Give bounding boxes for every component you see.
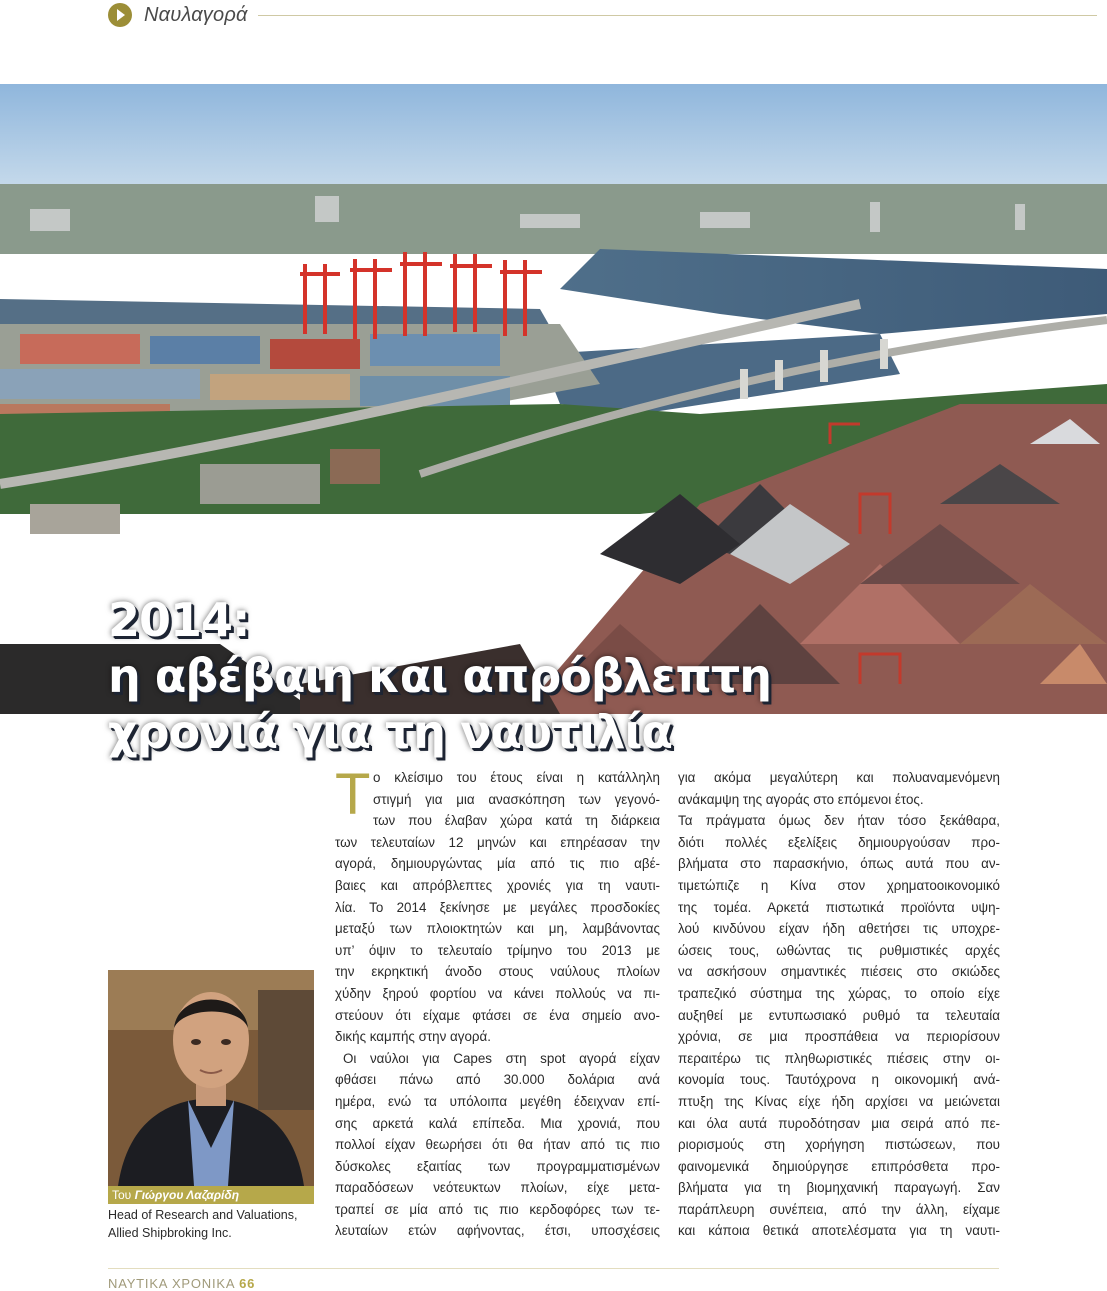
text-line: στεύουν ότι είχαμε φτάσει σε ένα σημείο ανο-	[335, 1007, 660, 1023]
page-footer	[108, 1276, 255, 1291]
text-line: ανάκαμψη της αγοράς στο επόμενοι έτος.	[678, 791, 924, 807]
text-line: περαιτέρω τις πληθωριστικές πιέσεις στην οι-	[678, 1050, 1000, 1066]
text-line: λευταίων ετών αφήνοντας, έτσι, υποσχέσεις	[335, 1223, 660, 1239]
author-role-line-1: Head of Research and Valuations,	[108, 1208, 298, 1222]
text-line: παραδόσεων νεότευκτων πλοίων, είχε μετα-	[335, 1180, 660, 1196]
article-column-1	[335, 762, 660, 1242]
text-line: κονομία τους. Ταυτόχρονα η οικονομική ανά-	[678, 1072, 1000, 1088]
headline-line-3: χρονιά για τη ναυτιλία	[108, 705, 672, 759]
text-line: ριορισμούς στη χορήγηση πιστώσεων, που	[678, 1137, 1000, 1153]
text-line: λού κινδύνου είχαν ήδη αθετήσει τις υποχρε-	[678, 921, 1000, 937]
text-line: υπ’ όψιν το τελευταίο τρίμηνο του 2013 με	[335, 942, 660, 958]
text-line: βλήματα στο παρασκήνιο, όπως αυτά που αν-	[678, 856, 1000, 872]
text-line: ημέρα, ενώ τα υπόλοιπα μεγέθη έδειχναν επί-	[335, 1093, 660, 1109]
byline-prefix: Του	[112, 1188, 132, 1202]
text-line: βλήματα για τη βιομηχανική παραγωγή. Σαν	[678, 1180, 1000, 1196]
text-line: δύσκολες εξαιτίας των προγραμματισμένων	[335, 1158, 660, 1174]
text-line: της τομέα. Αρκετά πιστωτικά προϊόντα υψη-	[678, 899, 1000, 915]
text-line: αγορά, δημιουργώντας μία από τις πιο αβέ-	[335, 856, 660, 872]
text-line: σης αρκετά καλά επίπεδα. Μια χρονιά, που	[335, 1115, 660, 1131]
text-line: και όλα αυτά πυροδότησαν μια σειρά από πε-	[678, 1115, 1000, 1131]
text-line: παράπλευρη συνέπεια, από την άλλη, είχαμε	[678, 1201, 1000, 1217]
text-line: φθάσει πάνω από 30.000 δολάρια ανά	[335, 1072, 660, 1088]
text-line: τιμετώπιζε η Κίνα στον χρηματοοικονομικό	[678, 877, 1000, 893]
text-line: των που έλαβαν χώρα κατά τη διάρκεια	[373, 813, 660, 829]
page-number: 66	[239, 1276, 256, 1291]
author-name: Γιώργου Λαζαρίδη	[134, 1188, 240, 1202]
text-line: πολλοί είχαν θεωρήσει ότι θα ήταν από τις πιο	[335, 1137, 660, 1153]
section-title: Ναυλαγορά	[144, 4, 248, 26]
text-line: να ασκήσουν σημαντικές πιέσεις στο σκιώδες	[678, 964, 1000, 980]
text-line: χύδην ξηρού φορτίου να κάνει πολλούς να πι-	[335, 985, 660, 1001]
text-line: βαιες και απρόβλεπτες χρονιές για τη ναυτι-	[335, 877, 660, 893]
text-line: Οι ναύλοι για Capes στη spot αγορά είχαν	[343, 1050, 660, 1066]
text-line: για ακόμα μεγαλύτερη και πολυαναμενόμενη	[678, 770, 1000, 785]
text-line: Τα πράγματα όμως δεν ήταν τόσο ξεκάθαρα,	[678, 813, 1000, 829]
section-arrow-icon	[108, 3, 132, 27]
drop-cap: Τ	[335, 762, 371, 827]
author-photo	[108, 970, 314, 1186]
author-role	[108, 1206, 318, 1242]
footer-rule	[108, 1268, 999, 1269]
header-rule	[258, 15, 1097, 16]
headline-line-1: 2014:	[108, 593, 250, 647]
text-line: τραπεί σε μία από τις πιο κερδοφόρες των τε-	[335, 1201, 660, 1217]
text-line: πτυξη της Κίνας είχε ήδη αρχίσει να μειώνεται	[678, 1093, 1000, 1109]
text-line: δικής καμπής στην αγορά.	[335, 1029, 491, 1045]
text-line: μεταξύ των πλοιοκτητών και μη, λαμβάνοντας	[335, 921, 660, 937]
author-byline	[108, 1186, 314, 1204]
text-line: χρόνια, σε μια προσπάθεια να περιορίσουν	[678, 1029, 1000, 1045]
text-line: φαινομενικά δημιούργησε επιπρόσθετα προ-	[678, 1158, 1000, 1174]
text-line: τραπεζικό σύστημα της χώρας, το οποίο είχε	[678, 985, 1000, 1001]
hero-photo	[0, 84, 1107, 759]
text-line: λία. Το 2014 ξεκίνησε με μεγάλες προσδοκίες	[335, 899, 660, 915]
text-line: και κάποια θετικά αποτελέσματα για τη ναυτι-	[678, 1223, 1000, 1239]
text-line: την εκρηκτική άνοδο στους ναύλους πλοίων	[335, 964, 660, 980]
text-line: ώσεις τους, ωθώντας τις ρυθμιστικές αρχές	[678, 942, 1000, 958]
text-line: ο κλείσιμο του έτους είναι η κατάλληλη	[373, 770, 660, 785]
text-line: των τελευταίων 12 μηνών και επηρέασαν την	[335, 834, 660, 850]
text-line: στιγμή για μια ανασκόπηση των γεγονό-	[373, 791, 660, 807]
magazine-name: ΝΑΥΤΙΚΑ ΧΡΟΝΙΚΑ	[108, 1276, 235, 1291]
article-headline	[108, 592, 771, 760]
headline-line-2: η αβέβαιη και απρόβλεπτη	[108, 649, 771, 703]
author-role-line-2: Allied Shipbroking Inc.	[108, 1226, 232, 1240]
text-line: διότι πολλές εξελίξεις δημιουργούσαν προ-	[678, 834, 1000, 850]
text-line: αυξηθεί με εντυπωσιακό ρυθμό τα τελευταία	[678, 1007, 1000, 1023]
article-column-2	[678, 767, 1000, 1242]
